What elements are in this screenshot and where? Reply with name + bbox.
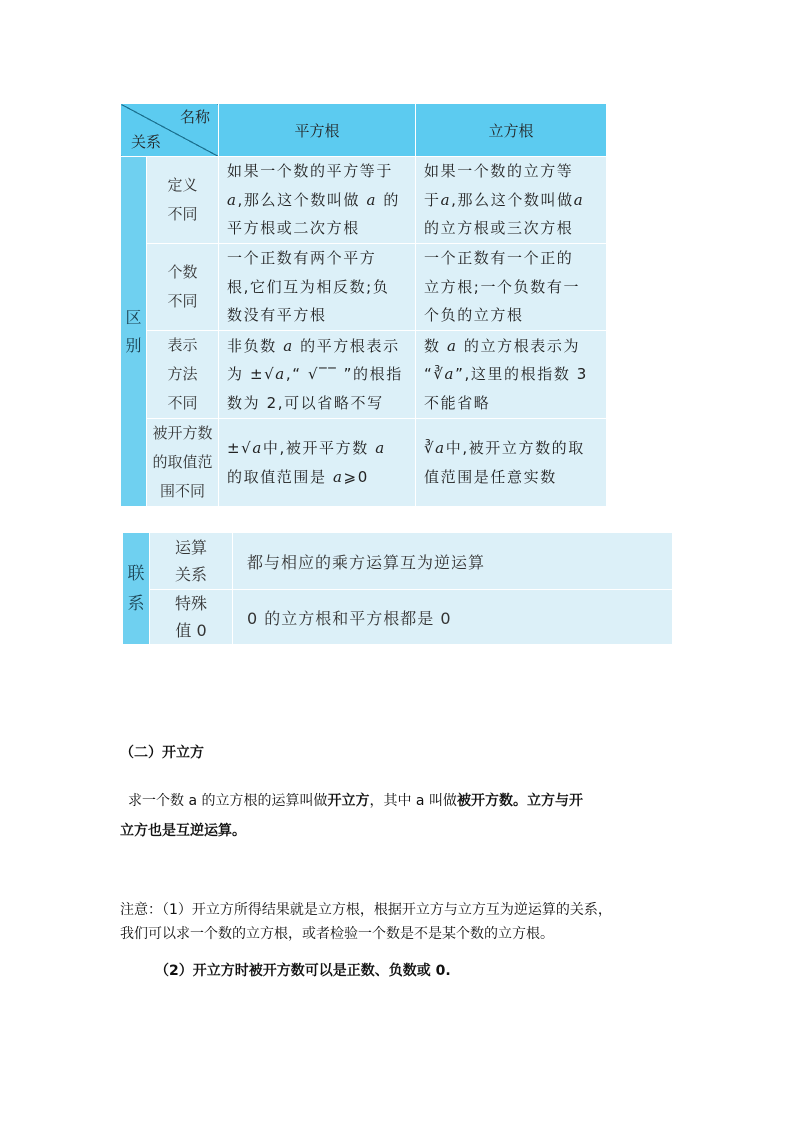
row-label-special-zero: 特殊 值 0: [150, 590, 233, 645]
definition-cube-root: 如果一个数的立方等 于a,那么这个数叫做a 的立方根或三次方根: [416, 157, 607, 244]
comparison-table: [120, 103, 607, 507]
section-heading: （二）开立方: [120, 745, 204, 761]
row-label-count: 个数 不同: [147, 244, 219, 331]
row-label-operation: 运算 关系: [150, 533, 233, 590]
count-square-root: 一个正数有两个平方 根,它们互为相反数;负 数没有平方根: [219, 244, 416, 331]
relation-table: [122, 532, 673, 645]
note-line-1: 注意：（1）开立方所得结果就是立方根，根据开立方与立方互为逆运算的关系，: [120, 902, 612, 918]
header-relation-label: 关系: [131, 133, 162, 151]
operation-relation-text: 都与相应的乘方运算互为逆运算: [233, 533, 673, 590]
row-label-notation: 表示 方法 不同: [147, 331, 219, 419]
count-cube-root: 一个正数有一个正的 立方根;一个负数有一 个负的立方根: [416, 244, 607, 331]
group-label-difference: 区 别: [121, 157, 147, 507]
diagonal-header-cell: [121, 104, 219, 157]
row-label-range: 被开方数 的取值范 围不同: [147, 419, 219, 507]
group-label-relation: 联 系: [123, 533, 150, 645]
notation-square-root: 非负数 a 的平方根表示 为 ±√a,“ √‾‾ ”的根指 数为 2,可以省略不写: [219, 331, 416, 419]
paragraph-line-2: 立方也是互逆运算。: [120, 823, 246, 839]
header-name-label: 名称: [179, 108, 210, 126]
paragraph-line-1: 求一个数 a 的立方根的运算叫做开立方，其中 a 叫做被开方数。立方与开: [128, 793, 583, 809]
header-cube-root: 立方根: [416, 104, 607, 157]
range-cube-root: ∛a中,被开立方数的取 值范围是任意实数: [416, 419, 607, 507]
special-zero-text: 0 的立方根和平方根都是 0: [233, 590, 673, 645]
notation-cube-root: 数 a 的立方根表示为 “∛a”,这里的根指数 3 不能省略: [416, 331, 607, 419]
definition-square-root: 如果一个数的平方等于 a,那么这个数叫做 a 的 平方根或二次方根: [219, 157, 416, 244]
note-line-3: （2）开立方时被开方数可以是正数、负数或 0.: [155, 963, 451, 979]
range-square-root: ±√a中,被开平方数 a 的取值范围是 a⩾0: [219, 419, 416, 507]
header-square-root: 平方根: [219, 104, 416, 157]
note-line-2: 我们可以求一个数的立方根，或者检验一个数是不是某个数的立方根。: [120, 926, 554, 942]
row-label-definition: 定义 不同: [147, 157, 219, 244]
